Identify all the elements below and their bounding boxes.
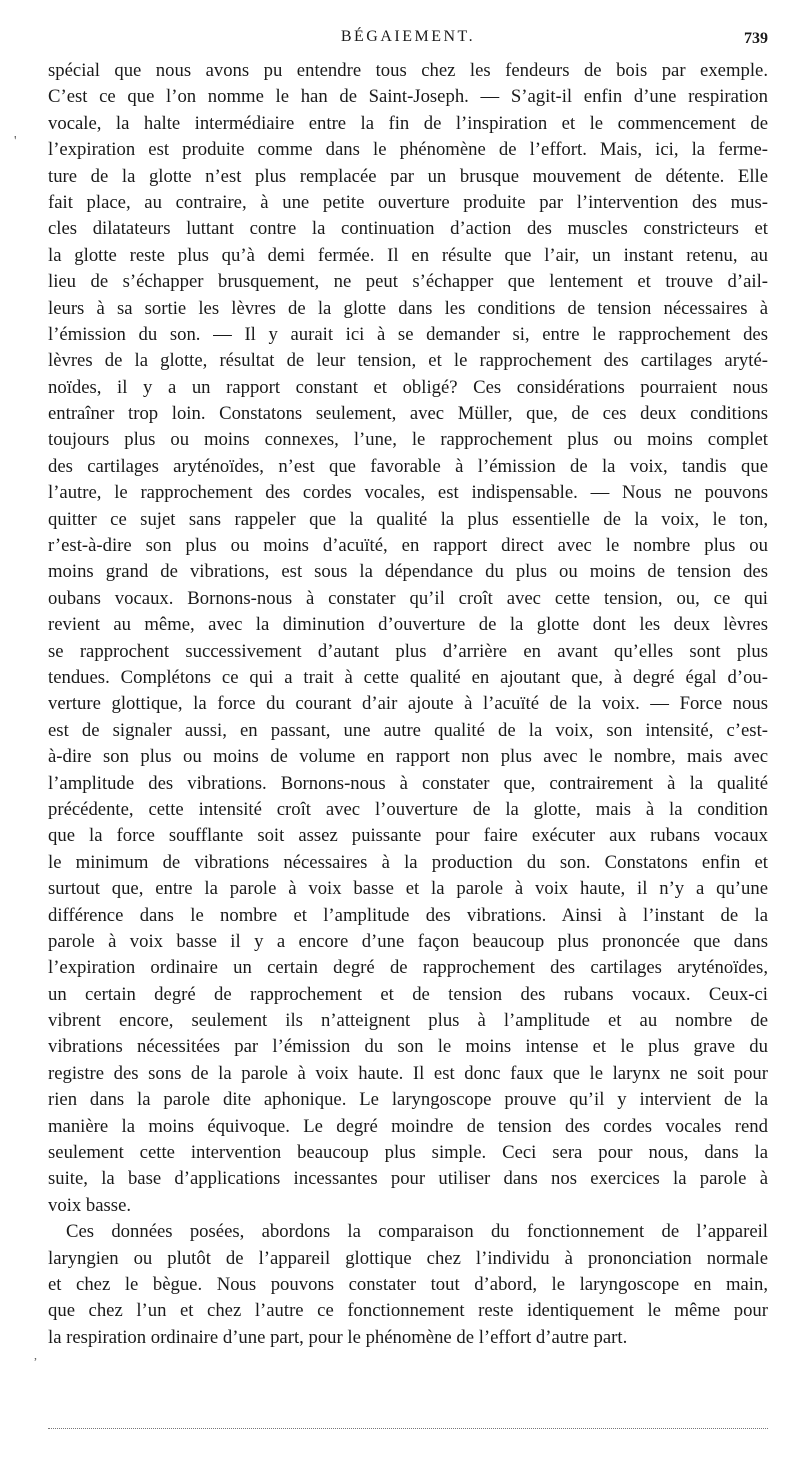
paragraph [48,58,768,1219]
paragraph [48,1219,768,1351]
text-line: précédente, cette intensité croît avec l’ouverture de la glotte, mais à la condition [48,798,768,820]
text-line: entraîner trop loin. Constatons seulement, avec Müller, que, de ces deux conditions [48,403,768,425]
text-line: l’amplitude des vibrations. Bornons-nous à constater que, contrairement à la qualité [48,772,768,794]
text-line: ture de la glotte n’est plus remplacée par un brusque mouvement de détente. Elle [48,165,768,187]
text-line: lèvres de la glotte, résultat de leur tension, et le rapprochement des cartilages aryté- [48,350,768,372]
text-line: surtout que, entre la parole à voix basse et la parole à voix haute, il n’y a qu’une [48,878,768,900]
text-line: voix basse. [48,1194,132,1216]
text-line: rien dans la parole dite aphonique. Le laryngoscope prouve qu’il y intervient de la [48,1089,768,1111]
running-head: BÉGAIEMENT. [340,28,476,45]
page-header [48,28,768,52]
text-line: tendues. Complétons ce qui a trait à cette qualité en ajoutant que, à degré égal d’ou- [48,666,768,688]
text-line: la glotte reste plus qu’à demi fermée. Il en résulte que l’air, un instant retenu, au [48,244,768,266]
text-line: l’autre, le rapprochement des cordes vocales, est indispensable. — Nous ne pouvons [48,482,768,504]
text-line: r’est-à-dire son plus ou moins d’acuïté, en rapport direct avec le nombre plus ou [48,535,768,557]
text-line: à-dire son plus ou moins de volume en rapport non plus avec le nombre, mais avec [48,746,768,768]
text-line: oubans vocaux. Bornons-nous à constater qu’il croît avec cette tension, ou, ce qui [48,587,768,609]
text-line: seulement cette intervention beaucoup plus simple. Ceci sera pour nous, dans la [48,1142,768,1164]
text-line: noïdes, il y a un rapport constant et obligé? Ces considérations pourraient nous [48,376,768,398]
text-line: vocale, la halte intermédiaire entre la fin de l’inspiration et le commencement de [48,112,768,134]
text-line: des cartilages aryténoïdes, n’est que favorable à l’émission de la voix, tandis que [48,455,768,477]
text-line: se rapprochent successivement d’autant plus d’arrière en avant qu’elles sont plus [48,640,768,662]
margin-mark: ' [14,134,17,149]
text-line: vibrations nécessitées par l’émission du son le moins intense et le plus grave du [48,1036,768,1058]
text-line: moins grand de vibrations, est sous la dépendance du plus ou moins de tension des [48,561,768,583]
text-line: que chez l’un et chez l’autre ce fonctionnement reste identiquement le même pour [48,1300,768,1322]
text-line: est de signaler aussi, en passant, une autre qualité de la voix, son intensité, c’est- [48,719,768,741]
text-line: l’émission du son. — Il y aurait ici à se demander si, entre le rapprochement des [48,323,768,345]
text-line: l’expiration est produite comme dans le phénomène de l’effort. Mais, ici, la ferme- [48,139,768,161]
page-body [48,58,768,1351]
text-line: lieu de s’échapper brusquement, ne peut s’échapper que lentement et trouve d’ail- [48,271,768,293]
text-line: parole à voix basse il y a encore d’une façon beaucoup plus prononcée que dans [48,930,768,952]
text-line: verture glottique, la force du courant d’air ajoute à l’acuïté de la voix. — Force nous [48,693,768,715]
text-line: différence dans le nombre et l’amplitude des vibrations. Ainsi à l’instant de la [48,904,768,926]
text-line: C’est ce que l’on nomme le han de Saint-Joseph. — S’agit-il enfin d’une respiration [48,86,768,108]
footer-rule [48,1428,768,1429]
text-line: spécial que nous avons pu entendre tous chez les fendeurs de bois par exemple. [48,60,768,81]
text-line: vibrent encore, seulement ils n’atteignent plus à l’amplitude et au nombre de [48,1010,768,1032]
text-line: et chez le bègue. Nous pouvons constater tout d’abord, le laryngoscope en main, [48,1273,768,1295]
text-line: Ces données posées, abordons la comparaison du fonctionnement de l’appareil [66,1221,768,1243]
text-line: leurs à sa sortie les lèvres de la glotte dans les conditions de tension nécessaires à [48,297,768,319]
text-line: registre des sons de la parole à voix haute. Il est donc faux que le larynx ne soit pour [48,1062,768,1084]
text-line: manière la moins équivoque. Le degré moindre de tension des cordes vocales rend [48,1115,768,1137]
text-line: que la force soufflante soit assez puissante pour faire exécuter aux rubans vocaux [48,825,768,847]
text-line: l’expiration ordinaire un certain degré de rapprochement des cartilages aryténoïdes, [48,957,768,979]
page-number: 739 [744,30,768,47]
text-line: toujours plus ou moins connexes, l’une, le rapprochement plus ou moins complet [48,429,768,451]
text-line: un certain degré de rapprochement et de tension des rubans vocaux. Ceux-ci [48,983,768,1005]
text-line: cles dilatateurs luttant contre la continuation d’action des muscles constricteurs et [48,218,768,240]
text-line: fait place, au contraire, à une petite ouverture produite par l’intervention des mus- [48,191,768,213]
text-line: la respiration ordinaire d’une part, pour le phénomène de l’effort d’autre part. [48,1326,628,1348]
text-line: le minimum de vibrations nécessaires à la production du son. Constatons enfin et [48,851,768,873]
text-line: suite, la base d’applications incessantes pour utiliser dans nos exercices la parole à [48,1168,768,1190]
text-line: laryngien ou plutôt de l’appareil glottique chez l’individu à prononciation normale [48,1247,768,1269]
text-line: revient au même, avec la diminution d’ouverture de la glotte dont les deux lèvres [48,614,768,636]
text-line: quitter ce sujet sans rappeler que la qualité la plus essentielle de la voix, le ton, [48,508,768,530]
margin-mark: , [34,1348,37,1362]
